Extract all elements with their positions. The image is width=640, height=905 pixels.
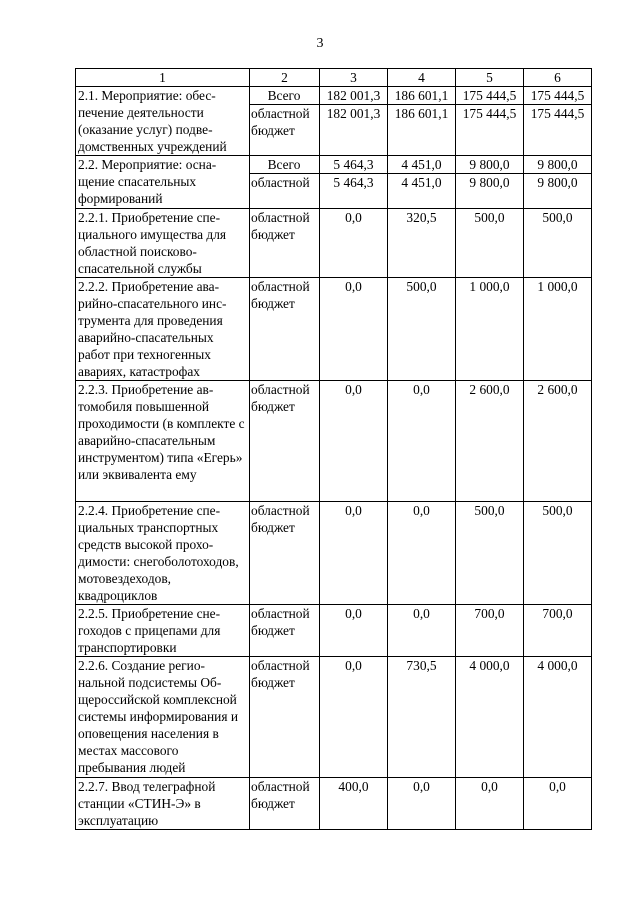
value-cell: 0,0: [320, 209, 388, 278]
value-cell: 0,0: [388, 502, 456, 605]
table-row: [76, 502, 592, 605]
table-row: [76, 156, 592, 174]
value-cell: 500,0: [456, 209, 524, 278]
funding-source: областной бюджет: [250, 502, 320, 605]
value-cell: 2 600,0: [456, 381, 524, 502]
table-row: [76, 605, 592, 657]
value-cell: 4 000,0: [524, 657, 592, 778]
funding-source: Всего: [250, 156, 320, 174]
value-cell: 0,0: [320, 381, 388, 502]
funding-source: областной бюджет: [250, 278, 320, 381]
table-row: [76, 778, 592, 830]
column-header: 5: [456, 69, 524, 87]
measure-name: 2.2.4. Приобретение специальных транспортных средств высокой проходимости: снегоболотоходов, мотовездеходов, квадроциклов: [76, 502, 250, 605]
value-cell: 186 601,1: [388, 105, 456, 156]
value-cell: 700,0: [456, 605, 524, 657]
value-cell: 186 601,1: [388, 87, 456, 105]
value-cell: 175 444,5: [456, 87, 524, 105]
value-cell: 700,0: [524, 605, 592, 657]
column-header: 1: [76, 69, 250, 87]
value-cell: 1 000,0: [456, 278, 524, 381]
measure-name: 2.2.2. Приобретение аварийно-спасательного инструмента для проведения аварийно-спасательных работ при техногенных авариях, катастрофах: [76, 278, 250, 381]
budget-table: [75, 68, 592, 830]
funding-source: областной: [250, 174, 320, 209]
table-row: [76, 657, 592, 778]
value-cell: 175 444,5: [456, 105, 524, 156]
table-header-row: [76, 69, 592, 87]
funding-source: областной бюджет: [250, 209, 320, 278]
column-header: 2: [250, 69, 320, 87]
value-cell: 0,0: [320, 605, 388, 657]
value-cell: 0,0: [388, 778, 456, 830]
measure-name: 2.2.3. Приобретение автомобиля повышенной проходимости (в комплекте с аварийно-спасательным инструментом) типа «Егерь» или эквивалента ему: [76, 381, 250, 502]
value-cell: 9 800,0: [524, 174, 592, 209]
funding-source: областной бюджет: [250, 778, 320, 830]
value-cell: 0,0: [524, 778, 592, 830]
table-row: [76, 87, 592, 105]
value-cell: 5 464,3: [320, 174, 388, 209]
value-cell: 182 001,3: [320, 87, 388, 105]
column-header: 6: [524, 69, 592, 87]
table-row: [76, 278, 592, 381]
measure-name: 2.2. Мероприятие: оснащение спасательных формирований: [76, 156, 250, 209]
value-cell: 500,0: [524, 502, 592, 605]
value-cell: 4 451,0: [388, 156, 456, 174]
value-cell: 0,0: [388, 605, 456, 657]
value-cell: 500,0: [524, 209, 592, 278]
value-cell: 730,5: [388, 657, 456, 778]
funding-source: Всего: [250, 87, 320, 105]
column-header: 3: [320, 69, 388, 87]
value-cell: 2 600,0: [524, 381, 592, 502]
value-cell: 0,0: [320, 278, 388, 381]
value-cell: 182 001,3: [320, 105, 388, 156]
value-cell: 175 444,5: [524, 87, 592, 105]
value-cell: 1 000,0: [524, 278, 592, 381]
measure-name: 2.2.7. Ввод телеграфной станции «СТИН-Э» в эксплуатацию: [76, 778, 250, 830]
funding-source: областной бюджет: [250, 605, 320, 657]
value-cell: 0,0: [320, 502, 388, 605]
funding-source: областной бюджет: [250, 105, 320, 156]
funding-source: областной бюджет: [250, 381, 320, 502]
value-cell: 0,0: [388, 381, 456, 502]
value-cell: 0,0: [320, 657, 388, 778]
value-cell: 400,0: [320, 778, 388, 830]
value-cell: 9 800,0: [456, 174, 524, 209]
funding-source: областной бюджет: [250, 657, 320, 778]
value-cell: 4 000,0: [456, 657, 524, 778]
measure-name: 2.1. Мероприятие: обеспечение деятельности (оказание услуг) подведомственных учреждений: [76, 87, 250, 156]
value-cell: 500,0: [388, 278, 456, 381]
value-cell: 320,5: [388, 209, 456, 278]
value-cell: 4 451,0: [388, 174, 456, 209]
table-row: [76, 381, 592, 502]
value-cell: 9 800,0: [456, 156, 524, 174]
page-number: 3: [316, 36, 324, 51]
column-header: 4: [388, 69, 456, 87]
value-cell: 5 464,3: [320, 156, 388, 174]
table-row: [76, 209, 592, 278]
value-cell: 9 800,0: [524, 156, 592, 174]
measure-name: 2.2.1. Приобретение специального имущества для областной поисково-спасательной службы: [76, 209, 250, 278]
measure-name: 2.2.6. Создание региональной подсистемы Общероссийской комплексной системы информирования и оповещения населения в местах массового пребывания людей: [76, 657, 250, 778]
value-cell: 500,0: [456, 502, 524, 605]
value-cell: 175 444,5: [524, 105, 592, 156]
value-cell: 0,0: [456, 778, 524, 830]
measure-name: 2.2.5. Приобретение снегоходов с прицепами для транспортировки: [76, 605, 250, 657]
